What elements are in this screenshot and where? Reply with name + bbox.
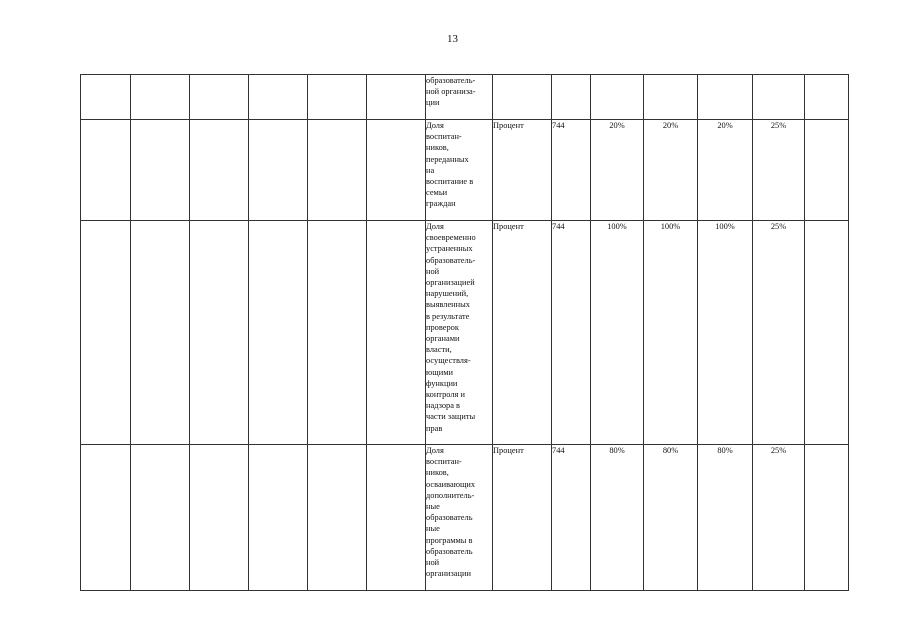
- table-cell: [249, 445, 308, 591]
- table-cell: [249, 221, 308, 445]
- table-cell: [131, 445, 190, 591]
- table-cell: [308, 221, 367, 445]
- value-year-1: 80%: [591, 445, 644, 591]
- allowed-deviation: 25%: [753, 221, 805, 445]
- table-cell: [190, 221, 249, 445]
- okei-code: 744: [552, 445, 591, 591]
- unit-cell: Процент: [493, 221, 552, 445]
- value-year-1: [591, 75, 644, 120]
- value-year-2: 20%: [644, 120, 698, 221]
- table-cell: [131, 120, 190, 221]
- indicator-name: Доля воспитан- ников, осваивающих дополнитель- ные образователь ные программы в образователь ной организации: [426, 445, 493, 591]
- okei-code: 744: [552, 120, 591, 221]
- table-cell: [131, 75, 190, 120]
- value-year-1: 100%: [591, 221, 644, 445]
- unit-cell: Процент: [493, 120, 552, 221]
- table-cell: [131, 221, 190, 445]
- page-number: 13: [447, 33, 458, 45]
- table-cell: [81, 75, 131, 120]
- allowed-deviation: 25%: [753, 120, 805, 221]
- table-cell: [367, 445, 426, 591]
- indicator-name: Доля своевременно устраненных образователь- ной организацией нарушений, выявленных в результате проверок органами власти, осуществля- ющими функции контроля и надзора в части защиты прав: [426, 221, 493, 445]
- allowed-deviation: [753, 75, 805, 120]
- value-year-3: [698, 75, 753, 120]
- table-cell: [805, 221, 849, 445]
- table-cell: [81, 120, 131, 221]
- table-cell: [190, 120, 249, 221]
- table-cell: [367, 75, 426, 120]
- table-cell: [190, 445, 249, 591]
- table-cell: [805, 445, 849, 591]
- table-cell: [308, 120, 367, 221]
- indicator-name: Доля воспитан- ников, переданных на воспитание в семьи граждан: [426, 120, 493, 221]
- value-year-2: 100%: [644, 221, 698, 445]
- value-year-3: 80%: [698, 445, 753, 591]
- table-row: [81, 75, 849, 120]
- okei-code: 744: [552, 221, 591, 445]
- value-year-1: 20%: [591, 120, 644, 221]
- table-cell: [805, 75, 849, 120]
- okei-code: [552, 75, 591, 120]
- unit-cell: Процент: [493, 445, 552, 591]
- value-year-2: 80%: [644, 445, 698, 591]
- allowed-deviation: 25%: [753, 445, 805, 591]
- table-cell: [81, 221, 131, 445]
- table-cell: [367, 120, 426, 221]
- table-cell: [81, 445, 131, 591]
- value-year-3: 20%: [698, 120, 753, 221]
- table-cell: [249, 120, 308, 221]
- table-cell: [367, 221, 426, 445]
- table-cell: [805, 120, 849, 221]
- table-cell: [190, 75, 249, 120]
- value-year-3: 100%: [698, 221, 753, 445]
- indicator-name: образователь- ной организа- ции: [426, 75, 493, 120]
- table-cell: [308, 75, 367, 120]
- table-cell: [308, 445, 367, 591]
- indicators-table: [80, 74, 849, 591]
- value-year-2: [644, 75, 698, 120]
- table-row: [81, 221, 849, 445]
- table-cell: [249, 75, 308, 120]
- table-row: [81, 120, 849, 221]
- table-row: [81, 445, 849, 591]
- unit-cell: [493, 75, 552, 120]
